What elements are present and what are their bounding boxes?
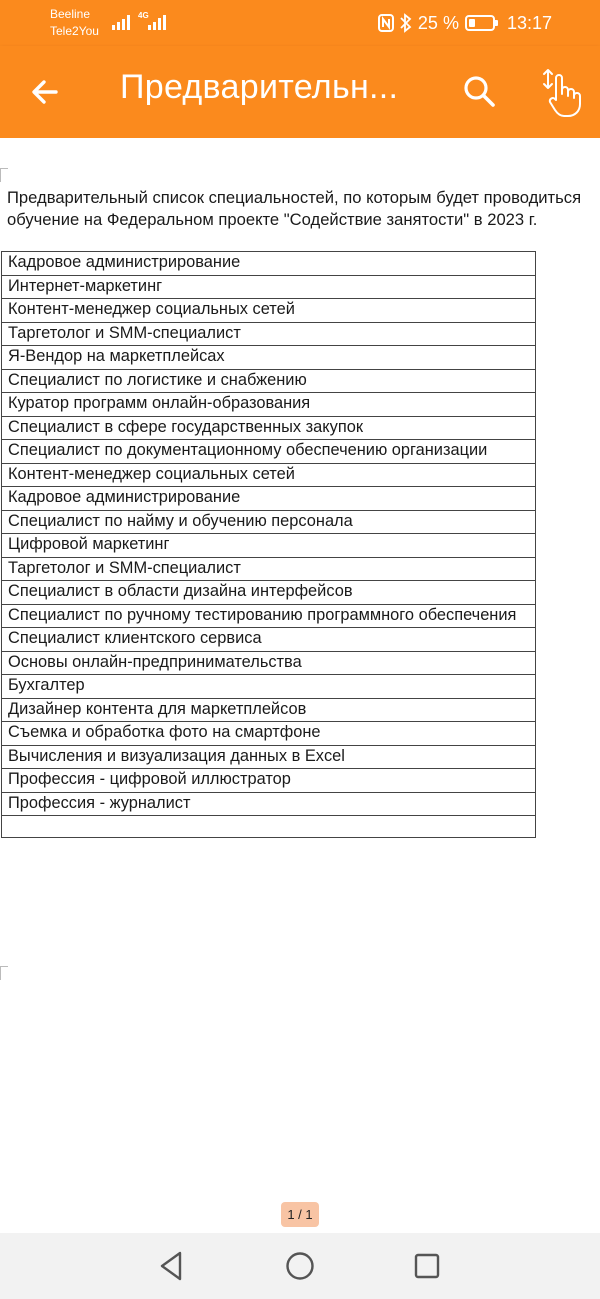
table-row	[2, 510, 536, 534]
triangle-back-icon[interactable]	[155, 1249, 189, 1283]
table-row	[2, 440, 536, 464]
table-cell-empty	[2, 816, 536, 838]
table-row	[2, 651, 536, 675]
signal-strength-icon	[112, 13, 134, 31]
table-cell: Я-Вендор на маркетплейсах	[2, 346, 536, 370]
table-cell: Кадровое администрирование	[2, 252, 536, 276]
carrier-1: Beeline	[50, 7, 91, 21]
table-cell: Цифровой маркетинг	[2, 534, 536, 558]
page-title: Предварительн...	[120, 68, 399, 106]
table-cell: Специалист в области дизайна интерфейсов	[2, 581, 536, 605]
table-row-empty	[2, 816, 536, 838]
table-cell: Кадровое администрирование	[2, 487, 536, 511]
table-cell: Интернет-маркетинг	[2, 275, 536, 299]
arrow-left-icon[interactable]	[26, 72, 66, 112]
table-cell: Специалист клиентского сервиса	[2, 628, 536, 652]
table-row	[2, 604, 536, 628]
table-row	[2, 346, 536, 370]
touch-scroll-icon[interactable]	[538, 66, 584, 118]
search-icon[interactable]	[460, 72, 500, 112]
table-cell: Специалист по ручному тестированию программного обеспечения	[2, 604, 536, 628]
table-row	[2, 745, 536, 769]
page-indicator: 1 / 1	[281, 1202, 319, 1227]
battery-percent: 25 %	[417, 12, 459, 33]
table-cell: Профессия - журналист	[2, 792, 536, 816]
table-cell: Вычисления и визуализация данных в Excel	[2, 745, 536, 769]
table-cell: Основы онлайн-предпринимательства	[2, 651, 536, 675]
system-nav-bar	[0, 1233, 600, 1299]
nfc-icon	[378, 14, 394, 32]
table-row	[2, 275, 536, 299]
table-row	[2, 769, 536, 793]
document-view[interactable]	[0, 138, 600, 1233]
table-row	[2, 393, 536, 417]
page-corner-mark-bottom	[0, 966, 8, 980]
table-cell: Съемка и обработка фото на смартфоне	[2, 722, 536, 746]
signal-strength-icon-2	[138, 13, 168, 31]
square-recents-icon[interactable]	[410, 1249, 444, 1283]
bluetooth-icon	[400, 13, 412, 33]
status-bar	[0, 0, 600, 46]
intro-line-1: Предварительный список специальностей, по которым будет проводиться	[7, 188, 582, 207]
table-row	[2, 416, 536, 440]
table-row	[2, 628, 536, 652]
app-bar	[0, 46, 600, 138]
table-row	[2, 675, 536, 699]
table-row	[2, 369, 536, 393]
table-cell: Специалист по найму и обучению персонала	[2, 510, 536, 534]
table-cell: Специалист по логистике и снабжению	[2, 369, 536, 393]
table-cell: Таргетолог и SMM-специалист	[2, 557, 536, 581]
document-intro	[7, 187, 600, 231]
intro-line-2: обучение на Федеральном проекте "Содействие занятости" в 2023 г.	[7, 210, 538, 229]
table-row	[2, 698, 536, 722]
table-row	[2, 252, 536, 276]
table-cell: Специалист по документационному обеспечению организации	[2, 440, 536, 464]
specialties-table	[1, 251, 536, 838]
table-cell: Куратор программ онлайн-образования	[2, 393, 536, 417]
table-cell: Профессия - цифровой иллюстратор	[2, 769, 536, 793]
status-right-group	[378, 11, 552, 35]
table-cell: Контент-менеджер социальных сетей	[2, 463, 536, 487]
table-cell: Специалист в сфере государственных закупок	[2, 416, 536, 440]
page-corner-mark	[0, 168, 8, 182]
carrier-2: Tele2You	[50, 24, 99, 38]
table-row	[2, 322, 536, 346]
battery-icon	[465, 15, 495, 31]
table-cell: Контент-менеджер социальных сетей	[2, 299, 536, 323]
table-row	[2, 792, 536, 816]
table-row	[2, 581, 536, 605]
table-cell: Бухгалтер	[2, 675, 536, 699]
circle-home-icon[interactable]	[283, 1249, 317, 1283]
carrier-labels	[50, 6, 99, 40]
table-cell: Таргетолог и SMM-специалист	[2, 322, 536, 346]
clock: 13:17	[506, 12, 552, 33]
table-cell: Дизайнер контента для маркетплейсов	[2, 698, 536, 722]
table-row	[2, 299, 536, 323]
table-row	[2, 534, 536, 558]
table-row	[2, 487, 536, 511]
network-type-label: 4G	[138, 11, 149, 20]
table-row	[2, 463, 536, 487]
table-row	[2, 557, 536, 581]
table-row	[2, 722, 536, 746]
